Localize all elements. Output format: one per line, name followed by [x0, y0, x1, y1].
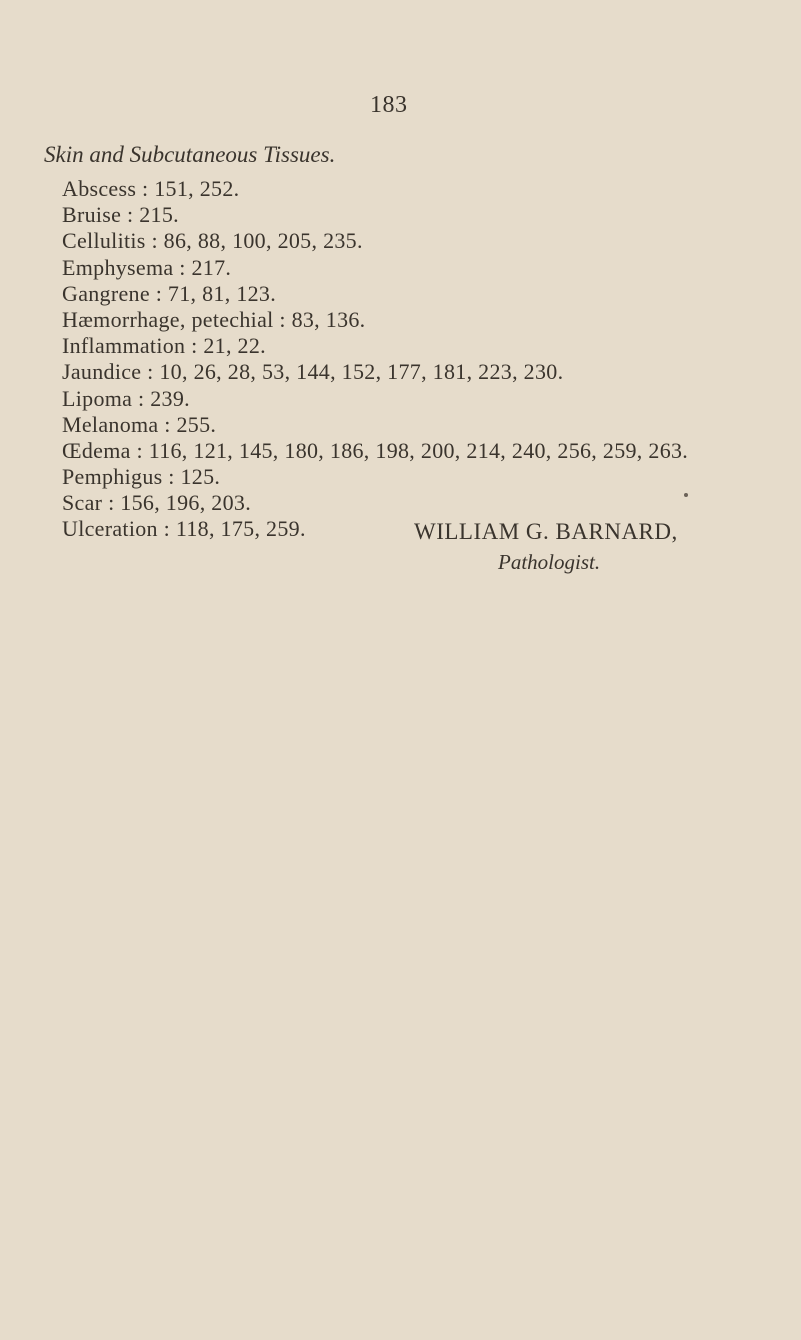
index-entry: Gangrene : 71, 81, 123. — [62, 280, 277, 306]
index-entry: Scar : 156, 196, 203. — [62, 490, 252, 516]
signature-name: WILLIAM G. BARNARD, — [414, 519, 678, 544]
index-entry: Melanoma : 255. — [62, 411, 217, 437]
index-entry: Cellulitis : 86, 88, 100, 205, 235. — [62, 228, 363, 254]
index-entry: Inflammation : 21, 22. — [62, 333, 266, 359]
ink-speck — [684, 493, 688, 497]
section-title: Skin and Subcutaneous Tissues. — [44, 142, 336, 167]
index-entry: Bruise : 215. — [62, 202, 179, 228]
index-entry: Abscess : 151, 252. — [62, 176, 240, 201]
index-entry: Ulceration : 118, 175, 259. — [62, 516, 306, 542]
index-entry: Œdema : 116, 121, 145, 180, 186, 198, 200, 214, 240, 256, 259, 263. — [62, 437, 689, 463]
index-entry: Pemphigus : 125. — [62, 464, 221, 490]
index-entry: Emphysema : 217. — [62, 254, 232, 280]
index-entry: Lipoma : 239. — [62, 385, 190, 411]
page-number: 183 — [370, 92, 408, 118]
index-entries — [62, 176, 688, 543]
index-entry: Hæmorrhage, petechial : 83, 136. — [62, 306, 366, 332]
signature-title: Pathologist. — [498, 550, 601, 574]
index-entry: Jaundice : 10, 26, 28, 53, 144, 152, 177, 181, 223, 230. — [62, 359, 564, 385]
